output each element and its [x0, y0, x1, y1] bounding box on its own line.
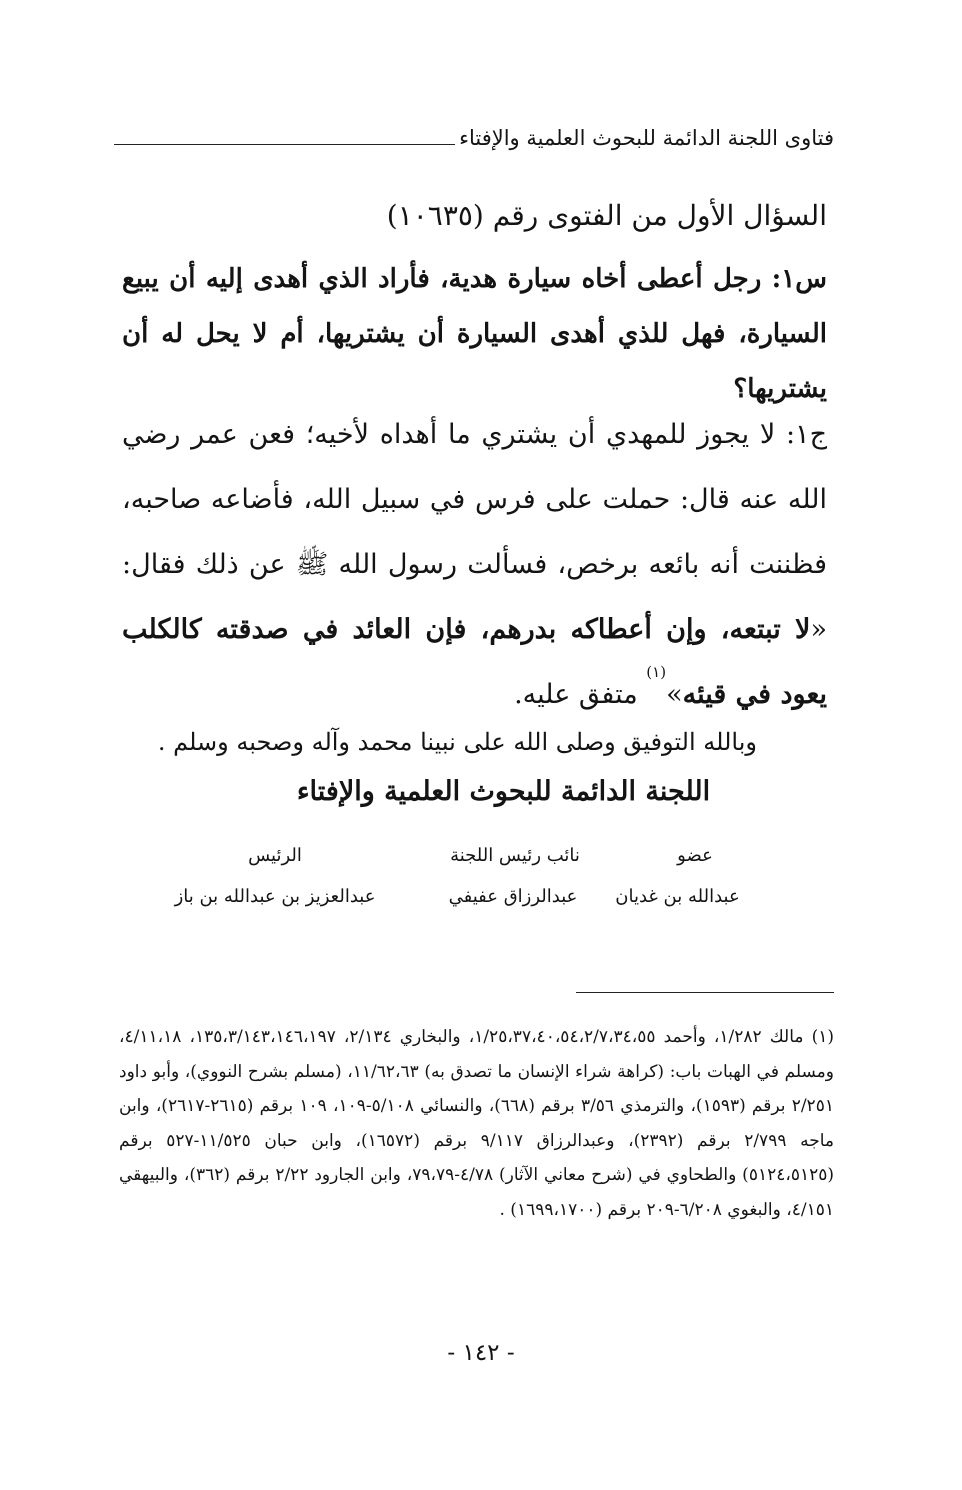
- vice-chair-role: نائب رئيس اللجنة: [450, 845, 580, 866]
- quote-close: »: [666, 679, 683, 710]
- question-text: س١: رجل أعطى أخاه سيارة هدية، فأراد الذي أهدى إليه أن يبيع السيارة، فهل للذي أهدى السيارة أن يشتريها، أم لا يحل له أن يشتريها؟: [122, 264, 827, 404]
- answer-end: متفق عليه.: [514, 679, 647, 710]
- vice-chair-name: عبدالرزاق عفيفي: [448, 886, 578, 907]
- page-number: - ١٤٢ -: [447, 1340, 515, 1366]
- fatwa-title: السؤال الأول من الفتوى رقم (١٠٦٣٥): [386, 199, 827, 232]
- running-header: [114, 118, 834, 158]
- header-rule: [114, 144, 455, 145]
- hadith-text: لا تبتعه، وإن أعطاكه بدرهم، فإن العائد في صدقته كالكلب يعود في قيئه: [122, 614, 827, 710]
- footnote-ref[interactable]: (١): [646, 663, 667, 681]
- member-role: عضو: [677, 845, 713, 866]
- member-name: عبدالله بن غديان: [615, 886, 740, 907]
- committee-name: اللجنة الدائمة للبحوث العلمية والإفتاء: [296, 776, 711, 807]
- answer-text: [122, 402, 827, 727]
- footnote-rule: [576, 992, 834, 993]
- chair-role: الرئيس: [248, 845, 302, 866]
- chair-name: عبدالعزيز بن عبدالله بن باز: [174, 886, 376, 907]
- closing-formula: وبالله التوفيق وصلى الله على نبينا محمد وآله وصحبه وسلم .: [157, 728, 757, 756]
- footnote-text: (١) مالك ١/٢٨٢، وأحمد ١/٢٥،٣٧،٤٠،٥٤،٢/٧،٣٤،٥٥، والبخاري ٢/١٣٤، ١٣٥،٣/١٤٣،١٤٦،١٩٧، ٤/١١،١٨، ومسلم في الهبات باب: (كراهة شراء الإنسان ما تصدق به) ١١/٦٢،٦٣، (مسلم بشرح النووي)، وأبو داود ٢/٢٥١ برقم (١٥٩٣)، والترمذي ٣/٥٦ برقم (٦٦٨)، والنسائي ٥/١٠٨-١٠٩، ١٠٩ برقم (٢٦١٥-٢٦١٧)، وابن ماجه ٢/٧٩٩ برقم (٢٣٩٢)، وعبدالرزاق ٩/١١٧ برقم (١٦٥٧٢)، وابن حبان ١١/٥٢٥-٥٢٧ برقم (٥١٢٤،٥١٢٥) والطحاوي في (شرح معاني الآثار) ٤/٧٨-٧٩،٧٩، وابن الجارود ٢/٢٢ برقم (٣٦٢)، والبيهقي ٤/١٥١، والبغوي ٦/٢٠٨-٢٠٩ برقم (١٦٩٩،١٧٠٠) .: [119, 1027, 835, 1220]
- answer-intro: ج١: لا يجوز للمهدي أن يشتري ما أهداه لأخيه؛ فعن عمر رضي الله عنه قال: حملت على فرس في سبيل الله، فأضاعه صاحبه، فظننت أنه بائعه برخص، فسألت رسول الله ﷺ عن ذلك فقال: «: [122, 419, 827, 645]
- running-title: فتاوى اللجنة الدائمة للبحوث العلمية والإفتاء: [459, 126, 834, 150]
